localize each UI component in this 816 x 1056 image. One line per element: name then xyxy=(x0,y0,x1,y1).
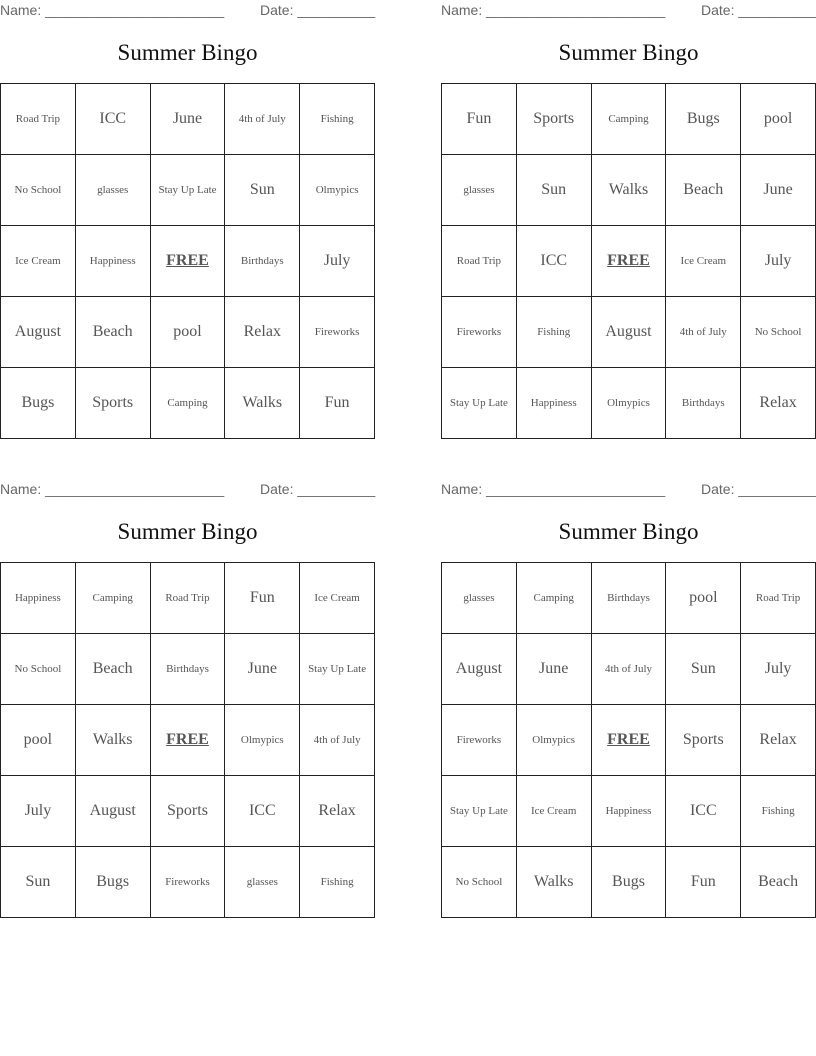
bingo-cell: Sports xyxy=(666,705,741,776)
bingo-cell: June xyxy=(150,84,225,155)
grid-row xyxy=(442,634,816,705)
bingo-cell: Ice Cream xyxy=(300,563,375,634)
bingo-card xyxy=(441,0,816,440)
bingo-cell: Bugs xyxy=(666,84,741,155)
bingo-cell: Bugs xyxy=(1,368,76,439)
bingo-cell: Happiness xyxy=(516,368,591,439)
bingo-cell: Fireworks xyxy=(300,297,375,368)
bingo-cell: Birthdays xyxy=(225,226,300,297)
bingo-cell: pool xyxy=(741,84,816,155)
bingo-cell: No School xyxy=(1,155,76,226)
card-title: Summer Bingo xyxy=(558,40,699,65)
bingo-cell: Olmypics xyxy=(300,155,375,226)
grid-row xyxy=(1,847,375,918)
bingo-cell: Ice Cream xyxy=(666,226,741,297)
bingo-cell: Ice Cream xyxy=(516,776,591,847)
bingo-cell: August xyxy=(442,634,517,705)
bingo-cell: Bugs xyxy=(591,847,666,918)
card-header xyxy=(441,2,816,20)
bingo-cell: Sun xyxy=(225,155,300,226)
bingo-cell: August xyxy=(75,776,150,847)
grid-row xyxy=(442,368,816,439)
card-header xyxy=(0,481,375,499)
bingo-cell: Walks xyxy=(591,155,666,226)
bingo-cell: Stay Up Late xyxy=(150,155,225,226)
bingo-grid xyxy=(441,562,816,918)
name-field: Name: _______________________ xyxy=(0,2,225,18)
grid-row xyxy=(1,84,375,155)
bingo-cell: June xyxy=(225,634,300,705)
bingo-cell: Fun xyxy=(442,84,517,155)
bingo-cell: Walks xyxy=(225,368,300,439)
bingo-cell: Camping xyxy=(591,84,666,155)
bingo-cell: Fun xyxy=(666,847,741,918)
date-field: Date: __________ xyxy=(701,481,816,497)
bingo-cell: Sports xyxy=(516,84,591,155)
date-field: Date: __________ xyxy=(260,2,376,18)
bingo-cell: No School xyxy=(1,634,76,705)
bingo-cell: Olmypics xyxy=(516,705,591,776)
grid-row xyxy=(442,297,816,368)
grid-row xyxy=(1,368,375,439)
bingo-cell: glasses xyxy=(75,155,150,226)
bingo-cell: Relax xyxy=(741,368,816,439)
grid-row xyxy=(442,155,816,226)
grid-row xyxy=(442,705,816,776)
name-field: Name: _______________________ xyxy=(441,481,666,497)
bingo-grid xyxy=(0,83,375,439)
grid-row xyxy=(1,705,375,776)
bingo-cell: 4th of July xyxy=(225,84,300,155)
bingo-cell: August xyxy=(1,297,76,368)
bingo-cell: 4th of July xyxy=(666,297,741,368)
bingo-cell: Stay Up Late xyxy=(442,776,517,847)
bingo-grid xyxy=(0,562,375,918)
bingo-cell: Camping xyxy=(150,368,225,439)
bingo-cell: pool xyxy=(666,563,741,634)
bingo-card xyxy=(0,479,375,919)
bingo-cell: Camping xyxy=(75,563,150,634)
bingo-cell: Birthdays xyxy=(666,368,741,439)
grid-row xyxy=(442,847,816,918)
bingo-cell: Birthdays xyxy=(591,563,666,634)
bingo-cell: July xyxy=(1,776,76,847)
grid-row xyxy=(1,776,375,847)
bingo-cell: Olmypics xyxy=(591,368,666,439)
bingo-cell: Happiness xyxy=(75,226,150,297)
bingo-cell: Beach xyxy=(75,297,150,368)
card-header xyxy=(0,2,375,20)
free-space: FREE xyxy=(150,226,225,297)
card-title: Summer Bingo xyxy=(117,40,258,65)
bingo-card xyxy=(441,479,816,919)
bingo-cell: ICC xyxy=(75,84,150,155)
name-field: Name: _______________________ xyxy=(441,2,666,18)
bingo-cell: 4th of July xyxy=(591,634,666,705)
card-header xyxy=(441,481,816,499)
grid-row xyxy=(442,776,816,847)
bingo-cell: Camping xyxy=(516,563,591,634)
bingo-cell: ICC xyxy=(516,226,591,297)
bingo-cell: Happiness xyxy=(591,776,666,847)
card-title: Summer Bingo xyxy=(117,519,258,544)
bingo-cell: Beach xyxy=(75,634,150,705)
bingo-cell: Fun xyxy=(225,563,300,634)
bingo-cell: Happiness xyxy=(1,563,76,634)
bingo-cell: Relax xyxy=(225,297,300,368)
bingo-cell: Fireworks xyxy=(150,847,225,918)
bingo-cell: Relax xyxy=(300,776,375,847)
bingo-cell: Fishing xyxy=(741,776,816,847)
bingo-cell: Fun xyxy=(300,368,375,439)
bingo-cell: Fishing xyxy=(516,297,591,368)
bingo-cell: Birthdays xyxy=(150,634,225,705)
bingo-cell: Sports xyxy=(150,776,225,847)
grid-row xyxy=(1,155,375,226)
card-title: Summer Bingo xyxy=(558,519,699,544)
grid-row xyxy=(1,563,375,634)
bingo-cell: July xyxy=(300,226,375,297)
bingo-cell: Sun xyxy=(666,634,741,705)
grid-row xyxy=(442,563,816,634)
grid-row xyxy=(1,297,375,368)
bingo-cell: Olmypics xyxy=(225,705,300,776)
date-field: Date: __________ xyxy=(701,2,816,18)
bingo-cell: July xyxy=(741,634,816,705)
bingo-cell: August xyxy=(591,297,666,368)
bingo-cell: Fishing xyxy=(300,847,375,918)
grid-row xyxy=(442,226,816,297)
bingo-cell: Road Trip xyxy=(741,563,816,634)
bingo-cell: 4th of July xyxy=(300,705,375,776)
free-space: FREE xyxy=(591,705,666,776)
bingo-cell: ICC xyxy=(225,776,300,847)
bingo-card xyxy=(0,0,375,440)
free-space: FREE xyxy=(591,226,666,297)
bingo-cell: Road Trip xyxy=(1,84,76,155)
bingo-cell: Sun xyxy=(516,155,591,226)
grid-row xyxy=(1,634,375,705)
bingo-cell: ICC xyxy=(666,776,741,847)
bingo-cell: Relax xyxy=(741,705,816,776)
bingo-cell: Sun xyxy=(1,847,76,918)
bingo-cell: Walks xyxy=(516,847,591,918)
free-space: FREE xyxy=(150,705,225,776)
bingo-cell: Fireworks xyxy=(442,297,517,368)
bingo-cell: June xyxy=(516,634,591,705)
grid-row xyxy=(1,226,375,297)
bingo-cell: glasses xyxy=(442,563,517,634)
bingo-cell: Road Trip xyxy=(442,226,517,297)
bingo-cell: Walks xyxy=(75,705,150,776)
bingo-cell: July xyxy=(741,226,816,297)
grid-row xyxy=(442,84,816,155)
bingo-cell: Fishing xyxy=(300,84,375,155)
bingo-cell: Ice Cream xyxy=(1,226,76,297)
date-field: Date: __________ xyxy=(260,481,376,497)
bingo-cell: Stay Up Late xyxy=(300,634,375,705)
bingo-cell: Stay Up Late xyxy=(442,368,517,439)
bingo-cell: Beach xyxy=(666,155,741,226)
bingo-cell: June xyxy=(741,155,816,226)
bingo-cell: Bugs xyxy=(75,847,150,918)
bingo-cell: glasses xyxy=(225,847,300,918)
bingo-grid xyxy=(441,83,816,439)
bingo-cell: pool xyxy=(150,297,225,368)
name-field: Name: _______________________ xyxy=(0,481,225,497)
bingo-cell: No School xyxy=(741,297,816,368)
bingo-cell: glasses xyxy=(442,155,517,226)
bingo-cell: Fireworks xyxy=(442,705,517,776)
bingo-cell: Sports xyxy=(75,368,150,439)
bingo-cell: No School xyxy=(442,847,517,918)
bingo-cell: pool xyxy=(1,705,76,776)
bingo-cell: Beach xyxy=(741,847,816,918)
bingo-cell: Road Trip xyxy=(150,563,225,634)
